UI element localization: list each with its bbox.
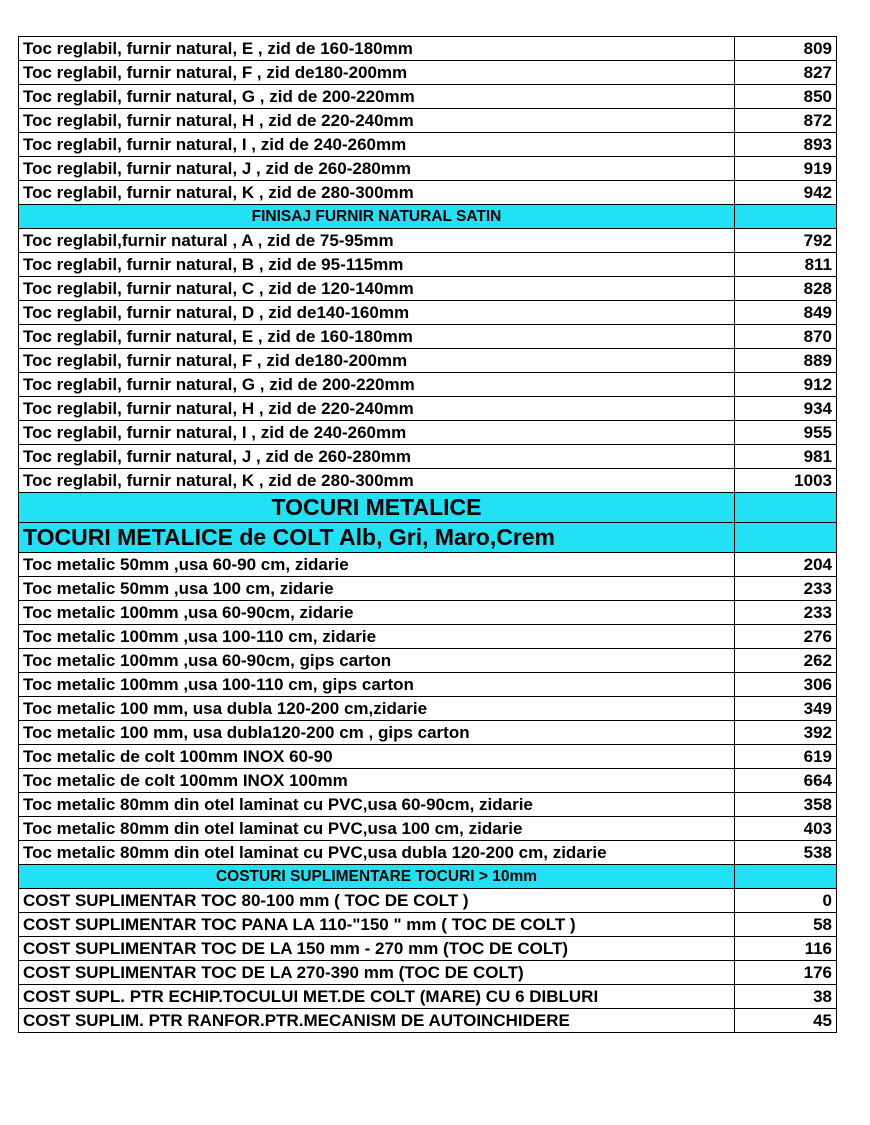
item-description: Toc reglabil, furnir natural, G , zid de 200-220mm bbox=[19, 373, 735, 397]
table-row bbox=[19, 109, 837, 133]
table-row bbox=[19, 61, 837, 85]
table-row bbox=[19, 649, 837, 673]
table-row bbox=[19, 277, 837, 301]
section-title: COSTURI SUPLIMENTARE TOCURI > 10mm bbox=[19, 865, 735, 889]
item-description: COST SUPLIMENTAR TOC PANA LA 110-"150 " mm ( TOC DE COLT ) bbox=[19, 913, 735, 937]
item-description: Toc metalic 100mm ,usa 100-110 cm, gips carton bbox=[19, 673, 735, 697]
table-row bbox=[19, 961, 837, 985]
item-description: Toc reglabil, furnir natural, B , zid de 95-115mm bbox=[19, 253, 735, 277]
item-price: 849 bbox=[735, 301, 837, 325]
table-row bbox=[19, 301, 837, 325]
item-description: Toc reglabil, furnir natural, I , zid de 240-260mm bbox=[19, 133, 735, 157]
block-metal-frames bbox=[19, 553, 837, 865]
section-header-row bbox=[19, 865, 837, 889]
item-description: Toc metalic 80mm din otel laminat cu PVC,usa 60-90cm, zidarie bbox=[19, 793, 735, 817]
item-description: Toc reglabil, furnir natural, J , zid de 260-280mm bbox=[19, 445, 735, 469]
table-row bbox=[19, 469, 837, 493]
item-price: 403 bbox=[735, 817, 837, 841]
table-row bbox=[19, 817, 837, 841]
item-price: 392 bbox=[735, 721, 837, 745]
item-price: 893 bbox=[735, 133, 837, 157]
table-row bbox=[19, 373, 837, 397]
item-price: 38 bbox=[735, 985, 837, 1009]
item-description: Toc reglabil, furnir natural, H , zid de 220-240mm bbox=[19, 109, 735, 133]
item-description: Toc metalic 50mm ,usa 60-90 cm, zidarie bbox=[19, 553, 735, 577]
item-description: Toc reglabil, furnir natural, I , zid de 240-260mm bbox=[19, 421, 735, 445]
item-price: 233 bbox=[735, 577, 837, 601]
item-price: 358 bbox=[735, 793, 837, 817]
section-title: TOCURI METALICE de COLT Alb, Gri, Maro,Crem bbox=[19, 523, 735, 553]
table-row bbox=[19, 157, 837, 181]
section-header-row bbox=[19, 523, 837, 553]
item-description: Toc metalic 100mm ,usa 60-90cm, zidarie bbox=[19, 601, 735, 625]
item-description: Toc metalic 100mm ,usa 60-90cm, gips carton bbox=[19, 649, 735, 673]
table-row bbox=[19, 913, 837, 937]
item-price: 827 bbox=[735, 61, 837, 85]
item-description: Toc reglabil, furnir natural, J , zid de 260-280mm bbox=[19, 157, 735, 181]
item-description: Toc metalic de colt 100mm INOX 100mm bbox=[19, 769, 735, 793]
item-price: 45 bbox=[735, 1009, 837, 1033]
item-description: COST SUPLIMENTAR TOC DE LA 150 mm - 270 mm (TOC DE COLT) bbox=[19, 937, 735, 961]
price-list-sheet bbox=[18, 36, 836, 1033]
section-empty-cell bbox=[735, 205, 837, 229]
item-price: 204 bbox=[735, 553, 837, 577]
item-description: COST SUPLIM. PTR RANFOR.PTR.MECANISM DE AUTOINCHIDERE bbox=[19, 1009, 735, 1033]
item-price: 792 bbox=[735, 229, 837, 253]
item-description: Toc metalic 80mm din otel laminat cu PVC,usa dubla 120-200 cm, zidarie bbox=[19, 841, 735, 865]
item-description: Toc reglabil,furnir natural , A , zid de 75-95mm bbox=[19, 229, 735, 253]
section-header-row bbox=[19, 493, 837, 523]
item-description: Toc reglabil, furnir natural, K , zid de 280-300mm bbox=[19, 181, 735, 205]
section-title: FINISAJ FURNIR NATURAL SATIN bbox=[19, 205, 735, 229]
table-row bbox=[19, 85, 837, 109]
item-description: COST SUPLIMENTAR TOC 80-100 mm ( TOC DE COLT ) bbox=[19, 889, 735, 913]
item-description: Toc reglabil, furnir natural, E , zid de 160-180mm bbox=[19, 37, 735, 61]
item-price: 58 bbox=[735, 913, 837, 937]
table-row bbox=[19, 985, 837, 1009]
item-description: Toc reglabil, furnir natural, E , zid de 160-180mm bbox=[19, 325, 735, 349]
block-natural-veneer-1 bbox=[19, 37, 837, 205]
price-table bbox=[18, 36, 837, 1033]
item-price: 934 bbox=[735, 397, 837, 421]
table-row bbox=[19, 1009, 837, 1033]
item-description: Toc reglabil, furnir natural, C , zid de 120-140mm bbox=[19, 277, 735, 301]
table-row bbox=[19, 577, 837, 601]
item-description: Toc reglabil, furnir natural, D , zid de140-160mm bbox=[19, 301, 735, 325]
item-price: 919 bbox=[735, 157, 837, 181]
item-description: Toc metalic 100 mm, usa dubla120-200 cm , gips carton bbox=[19, 721, 735, 745]
table-row bbox=[19, 349, 837, 373]
item-price: 981 bbox=[735, 445, 837, 469]
item-price: 306 bbox=[735, 673, 837, 697]
section-title: TOCURI METALICE bbox=[19, 493, 735, 523]
table-row bbox=[19, 229, 837, 253]
item-description: Toc reglabil, furnir natural, F , zid de180-200mm bbox=[19, 349, 735, 373]
table-row bbox=[19, 625, 837, 649]
item-description: Toc metalic 100mm ,usa 100-110 cm, zidarie bbox=[19, 625, 735, 649]
item-description: Toc reglabil, furnir natural, H , zid de 220-240mm bbox=[19, 397, 735, 421]
item-description: Toc reglabil, furnir natural, G , zid de 200-220mm bbox=[19, 85, 735, 109]
section-empty-cell bbox=[735, 865, 837, 889]
section-costs bbox=[19, 865, 837, 889]
item-price: 811 bbox=[735, 253, 837, 277]
table-row bbox=[19, 721, 837, 745]
item-price: 349 bbox=[735, 697, 837, 721]
item-price: 912 bbox=[735, 373, 837, 397]
section-empty-cell bbox=[735, 523, 837, 553]
item-description: Toc metalic 80mm din otel laminat cu PVC,usa 100 cm, zidarie bbox=[19, 817, 735, 841]
item-description: Toc metalic 100 mm, usa dubla 120-200 cm,zidarie bbox=[19, 697, 735, 721]
table-row bbox=[19, 673, 837, 697]
block-extra-costs bbox=[19, 889, 837, 1033]
item-price: 828 bbox=[735, 277, 837, 301]
section-header-row bbox=[19, 205, 837, 229]
item-price: 850 bbox=[735, 85, 837, 109]
table-row bbox=[19, 697, 837, 721]
item-price: 262 bbox=[735, 649, 837, 673]
item-price: 870 bbox=[735, 325, 837, 349]
item-description: COST SUPL. PTR ECHIP.TOCULUI MET.DE COLT (MARE) CU 6 DIBLURI bbox=[19, 985, 735, 1009]
table-row bbox=[19, 397, 837, 421]
table-row bbox=[19, 601, 837, 625]
item-price: 233 bbox=[735, 601, 837, 625]
section-empty-cell bbox=[735, 493, 837, 523]
item-price: 664 bbox=[735, 769, 837, 793]
item-price: 116 bbox=[735, 937, 837, 961]
section-satin bbox=[19, 205, 837, 229]
table-row bbox=[19, 841, 837, 865]
table-row bbox=[19, 889, 837, 913]
item-price: 1003 bbox=[735, 469, 837, 493]
item-price: 955 bbox=[735, 421, 837, 445]
item-description: Toc metalic de colt 100mm INOX 60-90 bbox=[19, 745, 735, 769]
item-price: 176 bbox=[735, 961, 837, 985]
table-row bbox=[19, 445, 837, 469]
table-row bbox=[19, 253, 837, 277]
table-row bbox=[19, 181, 837, 205]
section-metal bbox=[19, 493, 837, 553]
item-price: 809 bbox=[735, 37, 837, 61]
item-description: Toc reglabil, furnir natural, F , zid de180-200mm bbox=[19, 61, 735, 85]
item-price: 0 bbox=[735, 889, 837, 913]
table-row bbox=[19, 793, 837, 817]
item-description: COST SUPLIMENTAR TOC DE LA 270-390 mm (TOC DE COLT) bbox=[19, 961, 735, 985]
item-price: 619 bbox=[735, 745, 837, 769]
table-row bbox=[19, 745, 837, 769]
table-row bbox=[19, 133, 837, 157]
table-row bbox=[19, 769, 837, 793]
block-natural-veneer-satin bbox=[19, 229, 837, 493]
table-row bbox=[19, 37, 837, 61]
item-description: Toc metalic 50mm ,usa 100 cm, zidarie bbox=[19, 577, 735, 601]
table-row bbox=[19, 325, 837, 349]
item-price: 872 bbox=[735, 109, 837, 133]
item-description: Toc reglabil, furnir natural, K , zid de 280-300mm bbox=[19, 469, 735, 493]
item-price: 276 bbox=[735, 625, 837, 649]
item-price: 889 bbox=[735, 349, 837, 373]
table-row bbox=[19, 553, 837, 577]
item-price: 942 bbox=[735, 181, 837, 205]
item-price: 538 bbox=[735, 841, 837, 865]
table-row bbox=[19, 421, 837, 445]
table-row bbox=[19, 937, 837, 961]
